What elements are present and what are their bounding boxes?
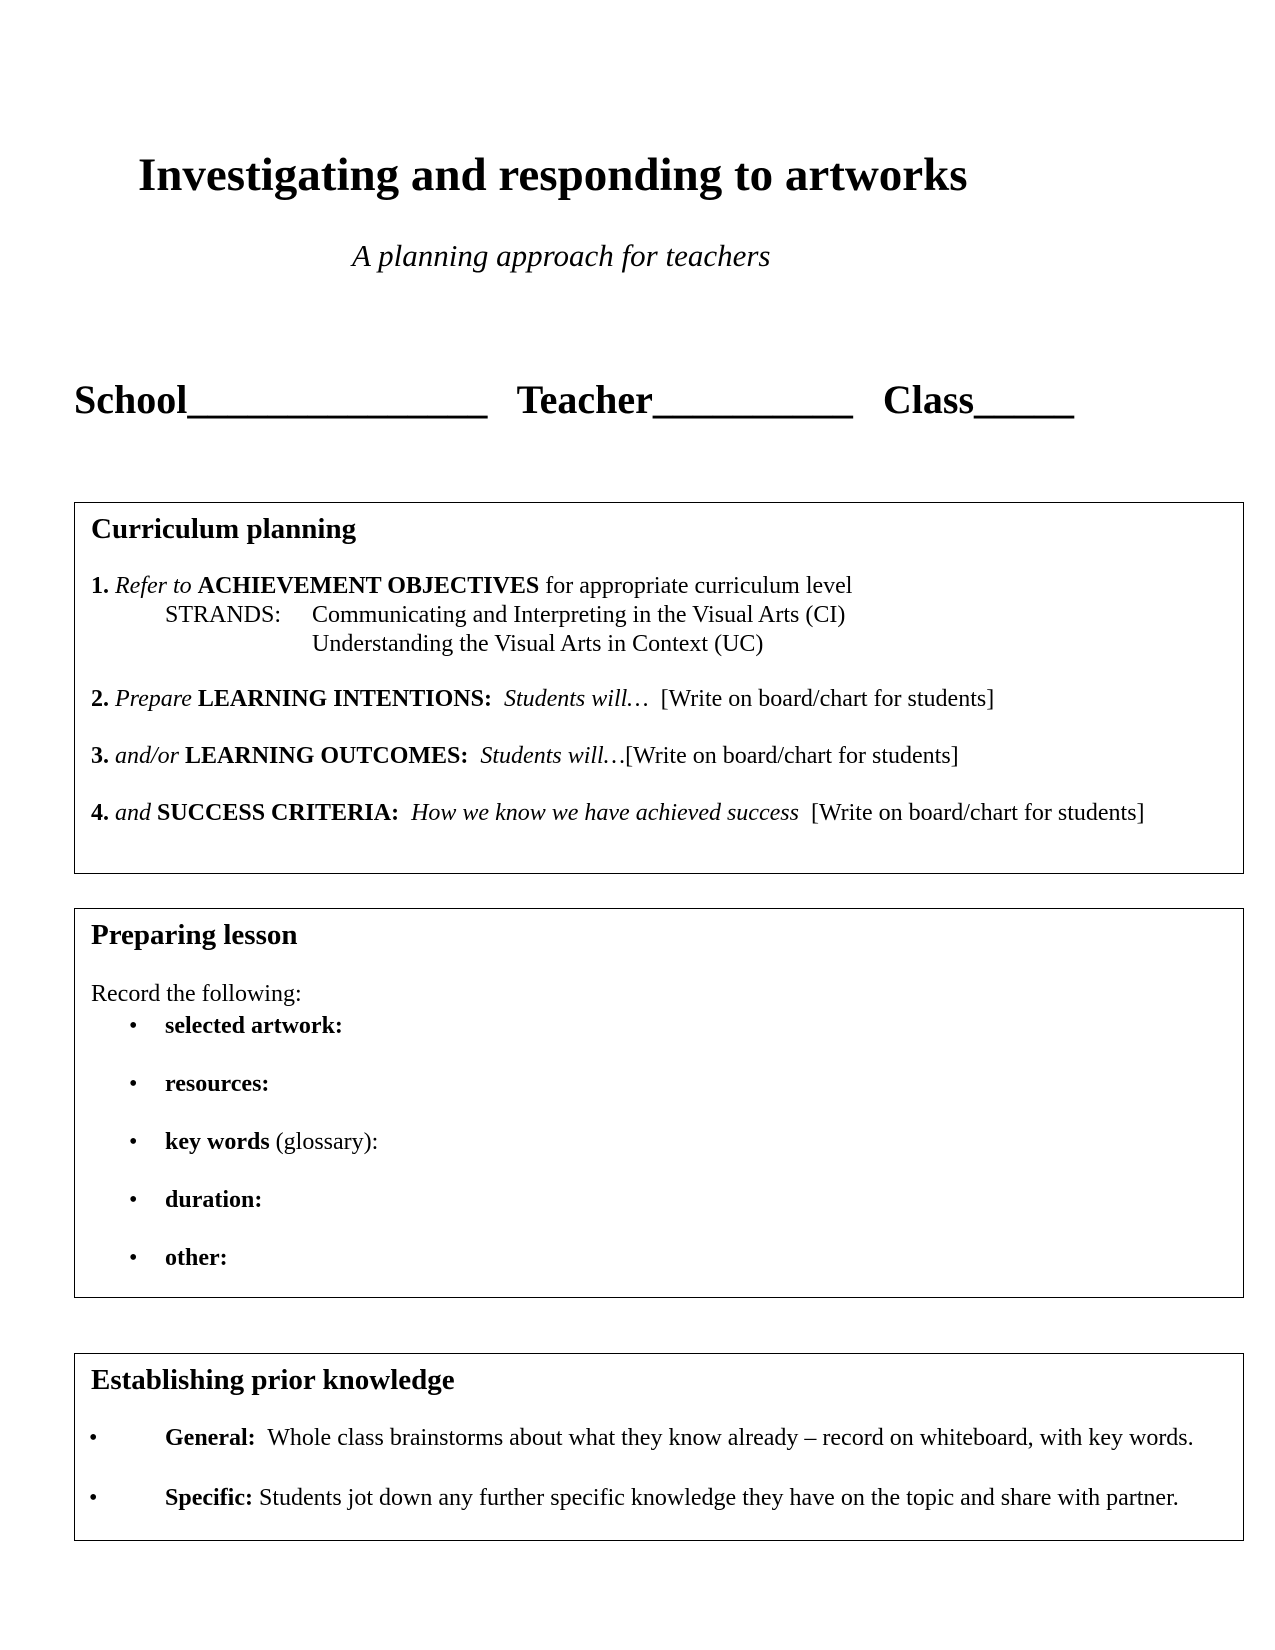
item-rest: [Write on board/chart for students] (660, 686, 995, 712)
item-rest: for appropriate curriculum level (545, 573, 853, 599)
item-key: ACHIEVEMENT OBJECTIVES (197, 573, 540, 599)
item-key: SUCCESS CRITERIA: (157, 800, 400, 826)
list-item: duration: (165, 1187, 263, 1213)
preparing-lesson-box (74, 908, 1244, 1298)
item-number: 1. (91, 573, 109, 599)
prior-knowledge-box (74, 1353, 1244, 1541)
list-item: other: (165, 1245, 228, 1271)
bullet-icon: • (129, 1245, 138, 1271)
school-field: School_______________ (74, 377, 488, 422)
page-subtitle: A planning approach for teachers (352, 238, 771, 273)
curriculum-planning-heading: Curriculum planning (91, 513, 357, 545)
item-rest: [Write on board/chart for students] (625, 743, 959, 769)
curriculum-item-3 (91, 741, 959, 771)
bullet-icon: • (89, 1425, 98, 1451)
bullet-icon: • (129, 1187, 138, 1213)
bullet-icon: • (129, 1071, 138, 1097)
preparing-intro: Record the following: (91, 981, 302, 1007)
curriculum-item-4 (91, 798, 1145, 828)
curriculum-item-1 (91, 571, 852, 601)
strand-ci: Communicating and Interpreting in the Visual Arts (CI) (312, 602, 846, 628)
item-key: LEARNING OUTCOMES: (185, 743, 469, 769)
page-title: Investigating and responding to artworks (138, 149, 968, 201)
header-fields (74, 376, 1094, 423)
list-item: Specific: Students jot down any further specific knowledge they have on the topic and share with partner. (165, 1485, 1179, 1511)
item-lead: and/or (115, 743, 180, 769)
bullet-icon: • (129, 1013, 138, 1039)
item-prompt: Students will… (480, 743, 626, 769)
bullet-icon: • (89, 1485, 98, 1511)
list-item: resources: (165, 1071, 270, 1097)
class-field: Class_____ (882, 377, 1075, 422)
bullet-icon: • (129, 1129, 138, 1155)
item-number: 2. (91, 686, 109, 712)
item-rest: [Write on board/chart for students] (810, 800, 1145, 826)
item-number: 3. (91, 743, 109, 769)
list-item: selected artwork: (165, 1013, 343, 1039)
prior-knowledge-heading: Establishing prior knowledge (91, 1364, 455, 1396)
teacher-field: Teacher__________ (516, 377, 853, 422)
item-lead: and (115, 800, 151, 826)
curriculum-planning-box (74, 502, 1244, 874)
list-item: General: Whole class brainstorms about what they know already – record on whiteboard, with key words. (165, 1425, 1194, 1451)
list-item: key words (glossary): (165, 1129, 379, 1155)
item-key: LEARNING INTENTIONS: (197, 686, 492, 712)
preparing-lesson-heading: Preparing lesson (91, 919, 298, 951)
item-lead: Prepare (115, 686, 192, 712)
item-prompt: How we know we have achieved success (411, 800, 799, 826)
item-number: 4. (91, 800, 109, 826)
curriculum-item-2 (91, 684, 994, 714)
strands-label: STRANDS: (165, 602, 282, 628)
item-prompt: Students will… (503, 686, 649, 712)
item-lead: Refer to (115, 573, 192, 599)
strand-uc: Understanding the Visual Arts in Context (UC) (312, 631, 764, 657)
